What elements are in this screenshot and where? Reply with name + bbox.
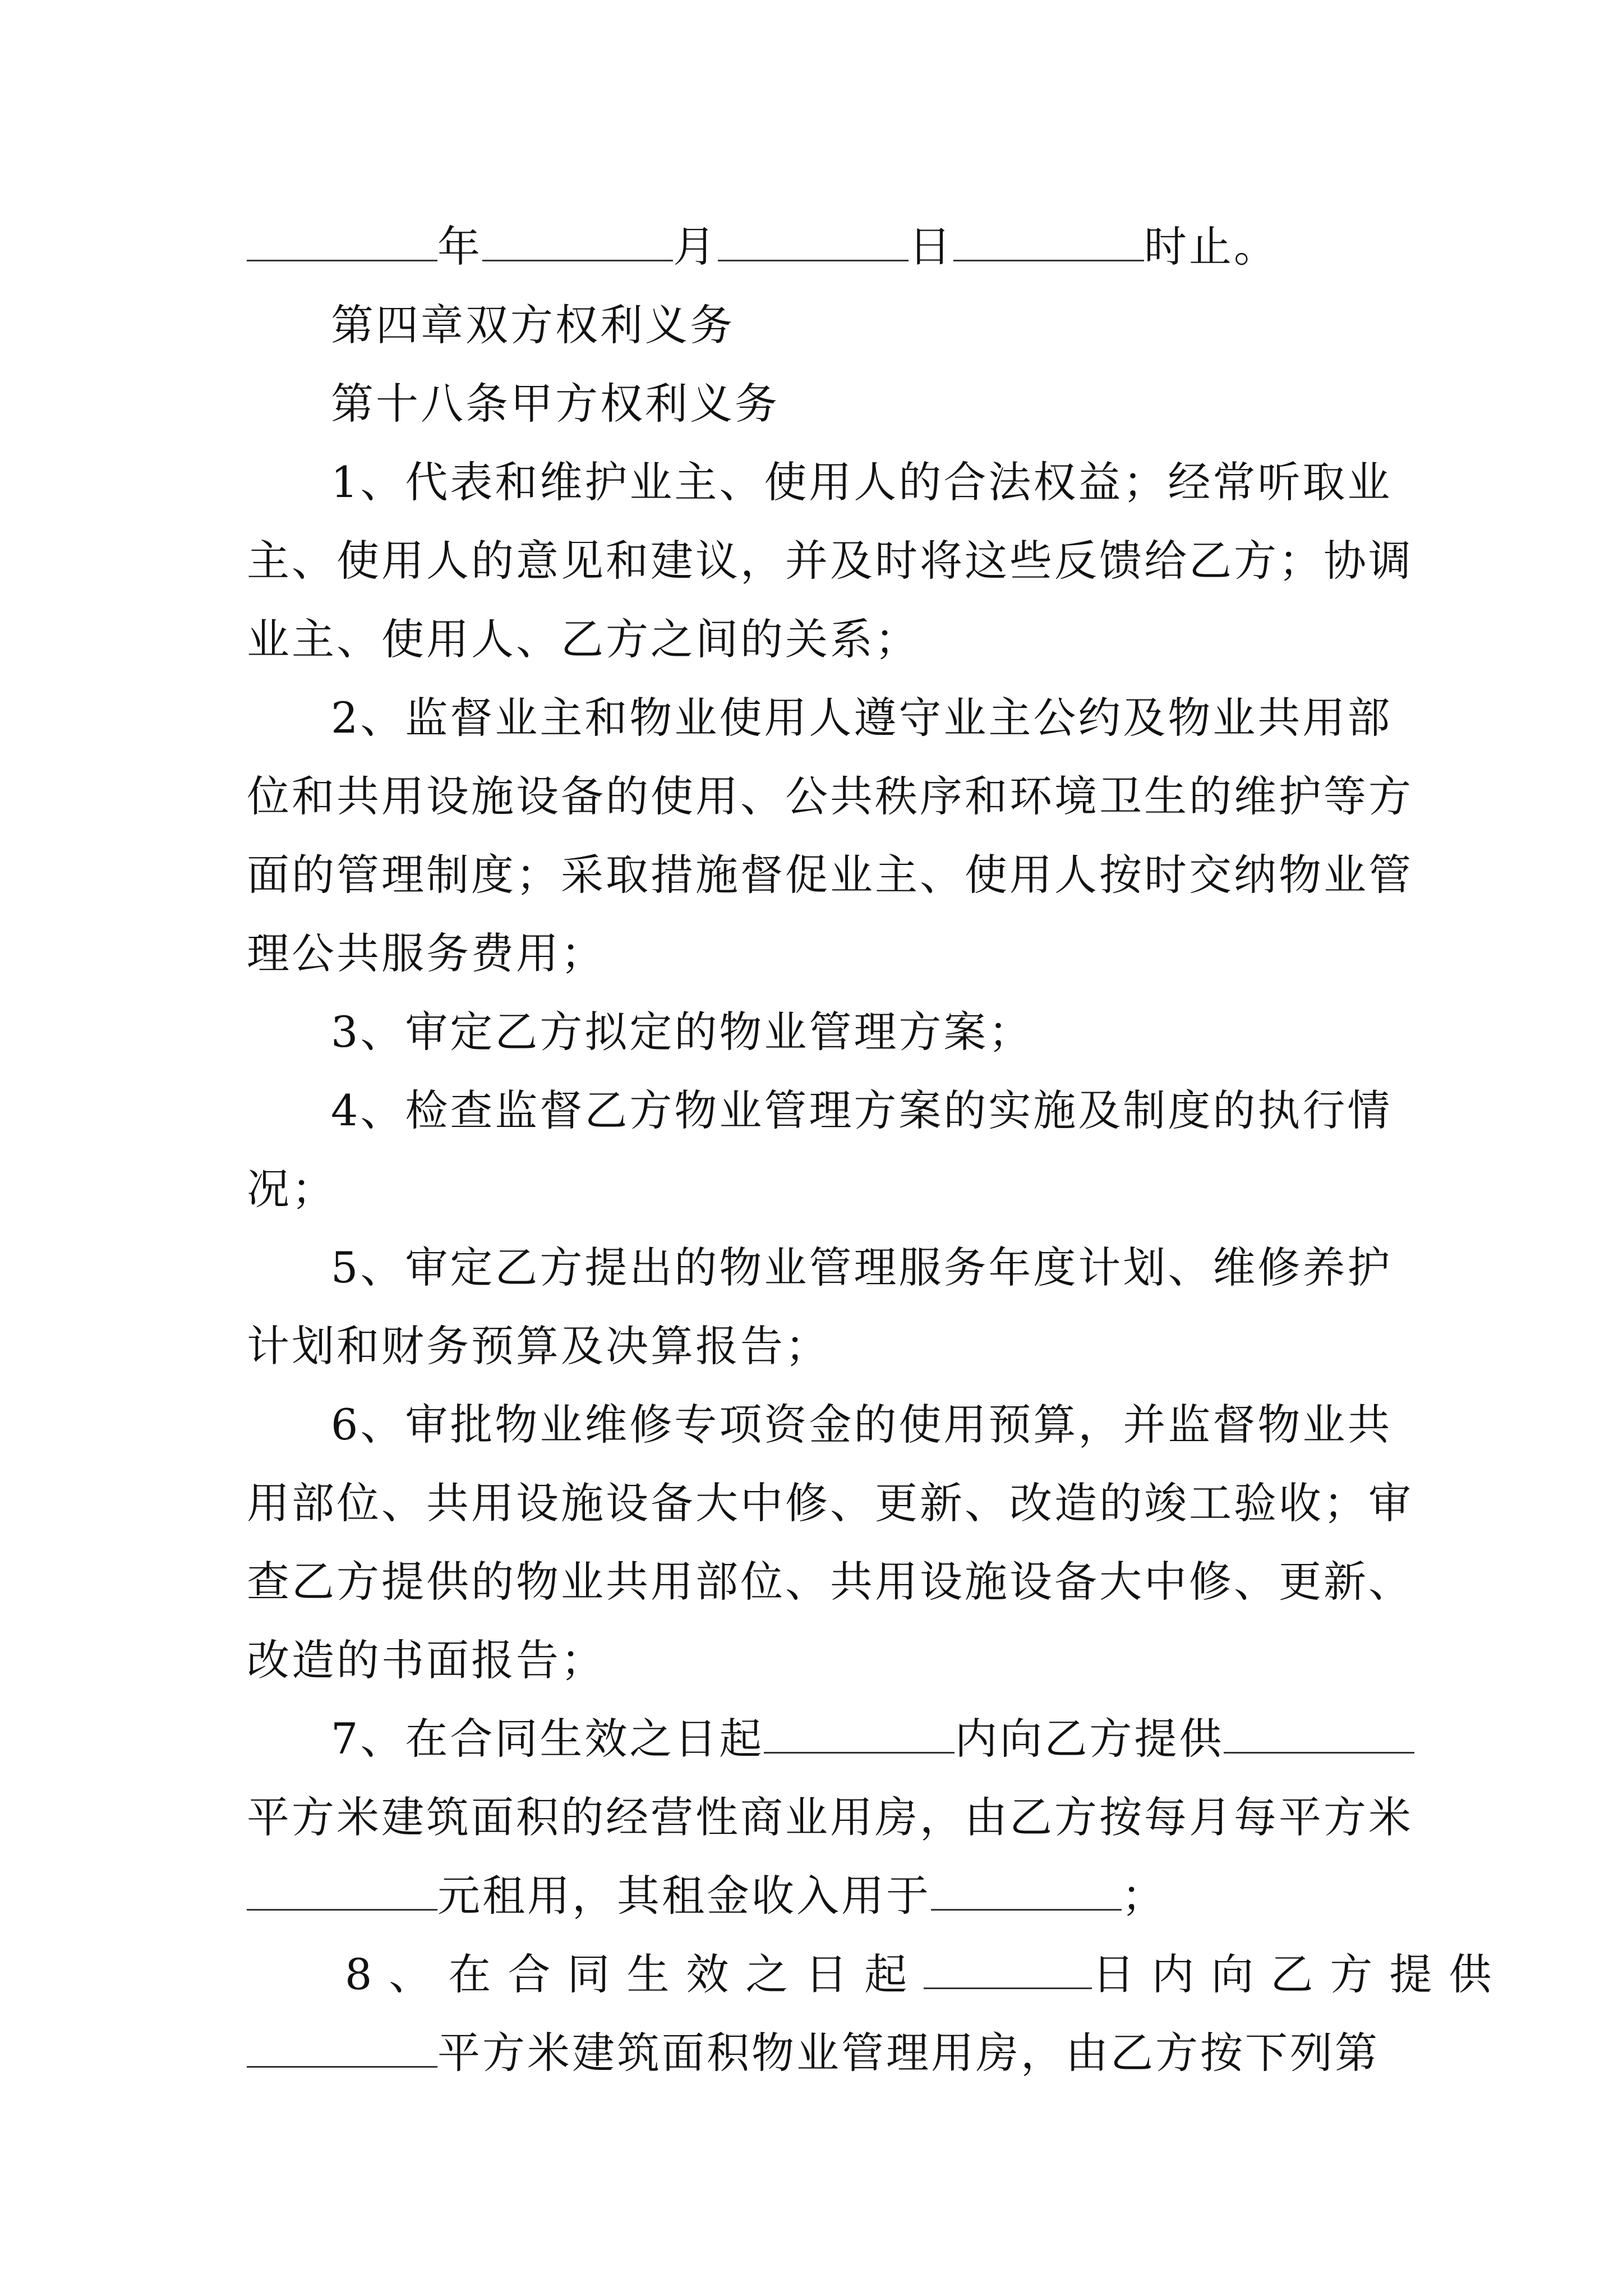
paragraph-line bbox=[345, 1935, 1509, 2014]
paragraph-line: 用部位、共用设施设备大中修、更新、改造的竣工验收；审 bbox=[247, 1478, 1413, 1528]
month-label: 月 bbox=[673, 222, 718, 272]
date-end-line bbox=[247, 208, 1391, 286]
paragraph-line: 4、检查监督乙方物业管理方案的实施及制度的执行情 bbox=[331, 1085, 1393, 1135]
paragraph-line: 5、审定乙方提出的物业管理服务年度计划、维修养护 bbox=[331, 1243, 1393, 1292]
blank-field bbox=[247, 220, 437, 261]
paragraph-line: 查乙方提供的物业共用部位、共用设施设备大中修、更新、 bbox=[247, 1557, 1413, 1607]
item8-text-c: 平方米建筑面积物业管理用房，由乙方按下列第 bbox=[437, 2028, 1380, 2078]
blank-field bbox=[247, 1870, 437, 1911]
item7-text-d: ； bbox=[1122, 1871, 1166, 1921]
paragraph-line: 改造的书面报告； bbox=[247, 1635, 606, 1685]
paragraph-line bbox=[247, 2014, 1391, 2092]
paragraph-line bbox=[247, 1857, 1391, 1935]
item7-text-a: 7、在合同生效之日起 bbox=[331, 1714, 764, 1764]
paragraph-line: 平方米建筑面积的经营性商业用房，由乙方按每月每平方米 bbox=[247, 1792, 1413, 1842]
paragraph-line: 况； bbox=[247, 1164, 336, 1214]
item8-text-a: 8、在合同生效之日起 bbox=[345, 1949, 924, 1999]
blank-field bbox=[764, 1713, 955, 1754]
paragraph-line: 6、审批物业维修专项资金的使用预算，并监督物业共 bbox=[331, 1400, 1393, 1450]
item7-text-c: 元租用，其租金收入用于 bbox=[437, 1871, 931, 1921]
item7-text-b: 内向乙方提供 bbox=[955, 1714, 1224, 1764]
blank-field bbox=[924, 1948, 1092, 1989]
paragraph-line: 2、监督业主和物业使用人遵守业主公约及物业共用部 bbox=[331, 693, 1393, 743]
paragraph-line: 1、代表和维护业主、使用人的合法权益；经常听取业 bbox=[331, 457, 1393, 507]
blank-field bbox=[931, 1870, 1122, 1911]
chapter-title: 第四章双方权利义务 bbox=[331, 300, 735, 350]
article-title: 第十八条甲方权利义务 bbox=[331, 379, 780, 429]
blank-field bbox=[482, 220, 673, 261]
day-label: 日 bbox=[909, 222, 953, 272]
paragraph-line: 位和共用设施设备的使用、公共秩序和环境卫生的维护等方 bbox=[247, 771, 1413, 821]
blank-field bbox=[953, 220, 1144, 261]
paragraph-line: 理公共服务费用； bbox=[247, 928, 606, 978]
blank-field bbox=[718, 220, 909, 261]
paragraph-line: 主、使用人的意见和建议，并及时将这些反馈给乙方；协调 bbox=[247, 536, 1413, 586]
year-label: 年 bbox=[437, 222, 482, 272]
item8-text-b: 日内向乙方提供 bbox=[1092, 1949, 1509, 1999]
blank-field bbox=[247, 2027, 437, 2068]
end-label: 时止。 bbox=[1144, 222, 1279, 272]
paragraph-line: 业主、使用人、乙方之间的关系； bbox=[247, 614, 920, 664]
blank-field bbox=[1224, 1713, 1414, 1754]
paragraph-line bbox=[331, 1700, 1391, 1778]
paragraph-line: 计划和财务预算及决算报告； bbox=[247, 1321, 830, 1371]
paragraph-line: 面的管理制度；采取措施督促业主、使用人按时交纳物业管 bbox=[247, 850, 1413, 900]
paragraph-line: 3、审定乙方拟定的物业管理方案； bbox=[331, 1007, 1034, 1057]
